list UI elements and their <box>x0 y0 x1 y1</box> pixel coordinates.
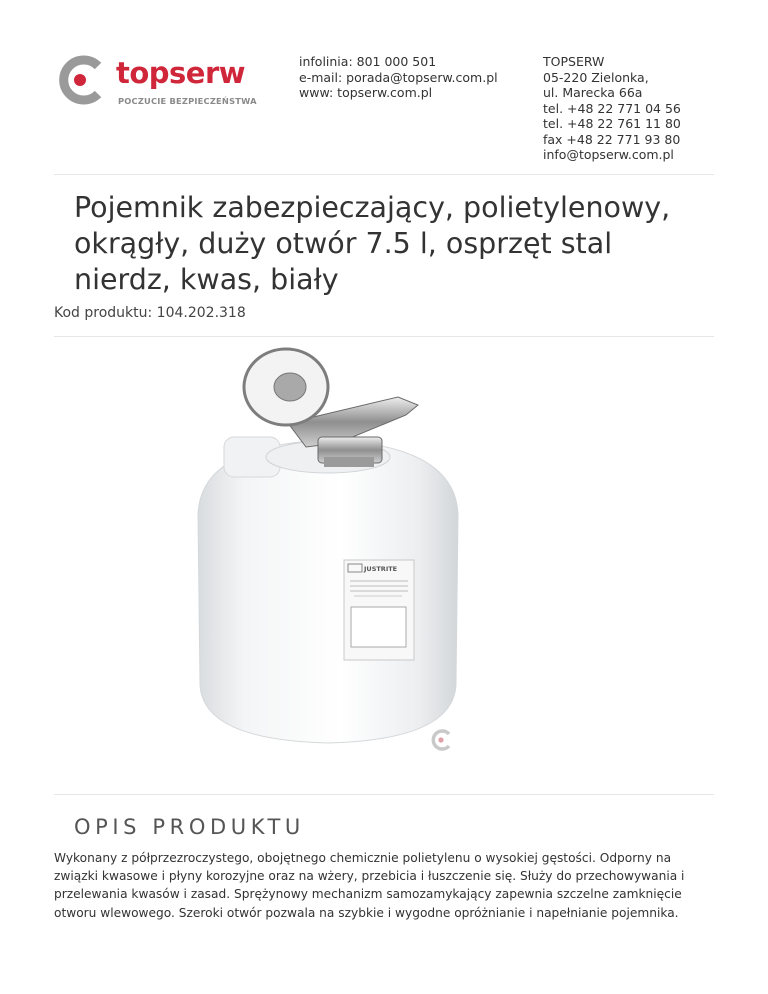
image-divider <box>54 794 714 795</box>
header-divider <box>54 174 714 175</box>
contact-block-address <box>543 54 681 163</box>
brand-logo <box>54 52 257 108</box>
description-text: Wykonany z półprzezroczystego, obojętnego chemicznie polietylenu o wysokiej gęstości. Odporny na związki kwasowe i płyny korozyjne oraz na wżery, przebicia i łuszczenie się. Służy do przechowywania i przelewania kwasów i zasad. Sprężynowy mechanizm samozamykający zapewnia szczelne zamknięcie otworu wlewowego. Szeroki otwór pozwala na szybkie i wygodne opróżnianie i napełnianie pojemnika. <box>54 851 685 920</box>
hotline-text: infolinia: 801 000 501 <box>299 54 437 69</box>
address-city: 05-220 Zielonka, <box>543 69 649 85</box>
title-divider <box>54 336 714 337</box>
address-street: ul. Marecka 66a <box>543 85 643 100</box>
fax: fax +48 22 771 93 80 <box>543 131 681 147</box>
topserw-watermark-icon <box>433 731 449 749</box>
safety-can-image <box>188 345 468 765</box>
product-title: Pojemnik zabezpieczający, polietylenowy, okrągły, duży otwór 7.5 l, osprzęt stal nierdz, kwas, biały <box>74 191 671 296</box>
label-brand: JUSTRITE <box>364 565 398 573</box>
description-heading: OPIS PRODUKTU <box>74 815 305 839</box>
brand-name: topserw <box>116 56 246 90</box>
email-text: e-mail: porada@topserw.com.pl <box>299 69 498 85</box>
phone-1: tel. +48 22 771 04 56 <box>543 100 681 116</box>
product-code: Kod produktu: 104.202.318 <box>54 305 246 321</box>
phone-2: tel. +48 22 761 11 80 <box>543 116 681 131</box>
info-email: info@topserw.com.pl <box>543 147 674 162</box>
topserw-logo-icon <box>54 52 110 108</box>
brand-tagline: POCZUCIE BEZPIECZEŃSTWA <box>118 96 257 106</box>
company-name: TOPSERW <box>543 54 605 69</box>
contact-block-hotline <box>299 54 498 101</box>
website-text: www: topserw.com.pl <box>299 85 433 100</box>
